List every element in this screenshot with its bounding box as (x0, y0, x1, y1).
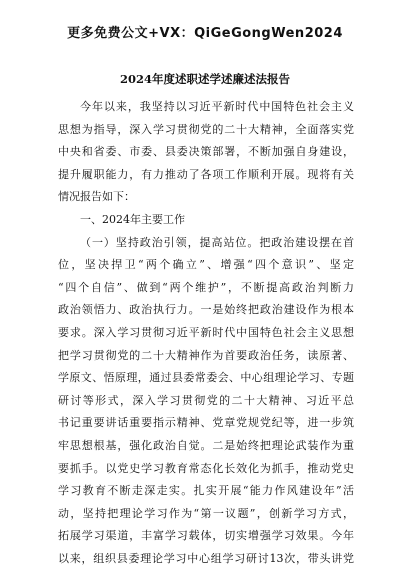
text-line: 政治领悟力、政治执行力。一是始终把政治建设作为根本 (58, 303, 354, 317)
text-line: 把学习贯彻党的二十大精神作为首要政治任务，读原著、 (58, 348, 354, 362)
text-line: 动，坚持把理论学习作为“第一议题”，创新学习方式， (58, 506, 354, 520)
document-title: 2024年度述职述学述廉述法报告 (119, 72, 290, 86)
text-line: 中央和省委、市委、县委决策部署，不断加强自身建设， (58, 145, 354, 159)
text-line: 要求。深入学习贯彻习近平新时代中国特色社会主义思想 (58, 325, 354, 339)
text-line: 情况报告如下： (58, 190, 135, 204)
text-line: “四个自信”、做到“两个维护”，不断提高政治判断力 (58, 280, 354, 294)
text-line: 研讨等形式，深入学习贯彻党的二十大精神、习近平总 (58, 393, 354, 407)
text-line: 思想为指导，深入学习贯彻党的二十大精神，全面落实党 (58, 122, 354, 136)
text-line: 书记重要讲话重要指示精神、党章党规党纪等，进一步筑 (58, 416, 354, 430)
text-line: 今年以来，我坚持以习近平新时代中国特色社会主义 (80, 100, 354, 113)
text-line: 提升履职能力，有力推动了各项工作顺利开展。现将有关 (58, 167, 354, 181)
text-line: 学习教育不断走深走实。扎实开展“能力作风建设年”活 (58, 484, 354, 498)
text-line: （一）坚持政治引领，提高站位。把政治建设摆在首 (80, 235, 354, 249)
text-line: 拓展学习渠道，丰富学习载体，切实增强学习效果。今年 (58, 529, 354, 543)
text-line: 牢思想根基，强化政治自觉。二是始终把理论武装作为重 (58, 438, 354, 452)
document-body (58, 96, 354, 570)
promo-banner: 更多免费公文+VX：QiGeGongWen2024 (67, 26, 343, 41)
text-line: 学原文、悟原理，通过县委常委会、中心组理论学习、专题 (58, 371, 354, 385)
text-line: 要抓手。以党史学习教育常态化长效化为抓手，推动党史 (58, 461, 354, 475)
text-line: 以来，组织县委理论学习中心组学习研讨13次，带头讲党 (58, 551, 354, 565)
text-line: 一、2024年主要工作 (80, 212, 185, 226)
text-line: 位，坚决捍卫“两个确立”、增强“四个意识”、坚定 (58, 258, 354, 272)
